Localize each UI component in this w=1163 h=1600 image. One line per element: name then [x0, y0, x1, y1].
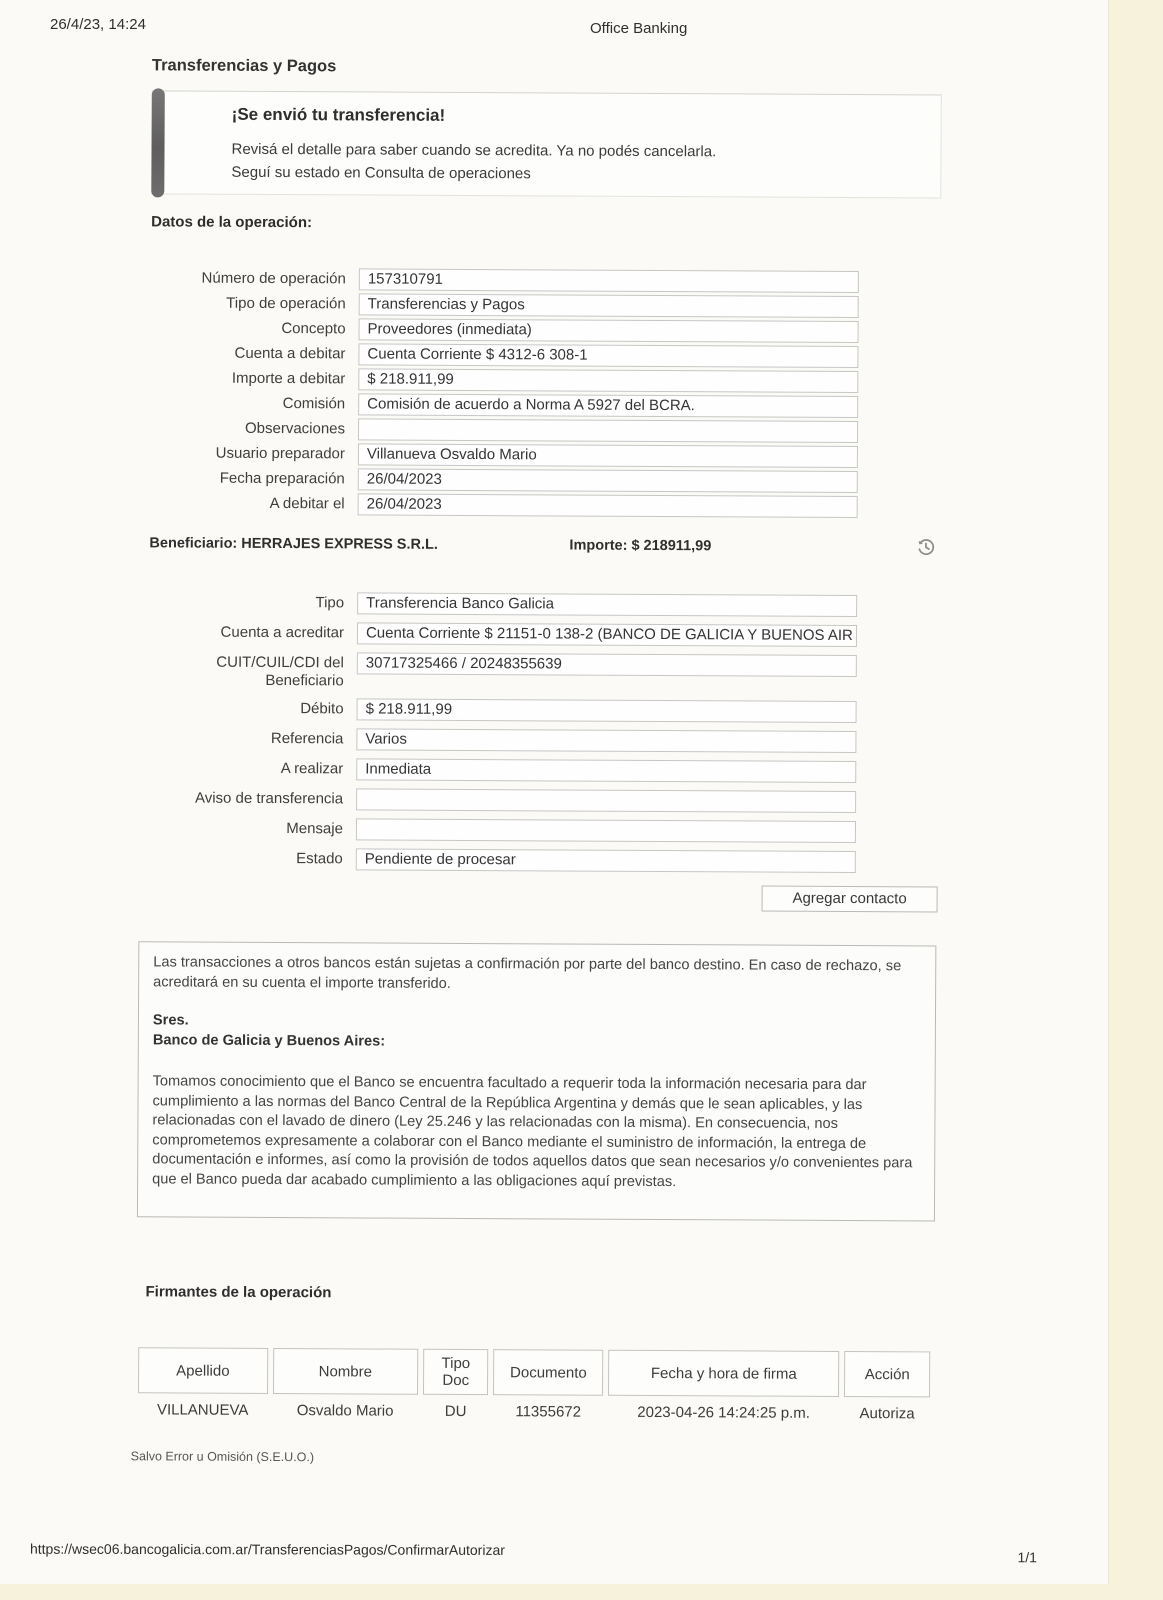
- field-value-box: Comisión de acuerdo a Norma A 5927 del BCRA.: [358, 393, 858, 418]
- signers-table-header-row: [138, 1347, 930, 1397]
- field-value-box: [356, 818, 856, 843]
- field-row: [149, 697, 939, 723]
- field-value-box: Varios: [356, 728, 856, 753]
- field-row: [149, 651, 939, 693]
- scan-edge-right: [1108, 0, 1163, 1600]
- field-row: [150, 467, 940, 493]
- print-header: [50, 16, 1093, 37]
- beneficiary-label: Beneficiario: HERRAJES EXPRESS S.R.L.: [149, 534, 438, 553]
- alert-accent-bar: [151, 88, 165, 197]
- legal-paragraph: Tomamos conocimiento que el Banco se encuentra facultado a requerir toda la información necesaria para dar cumplimiento a las normas del Banco Central de la República Argentina y demás que le sean aplicables, y las relacionadas con el lavado de dinero (Ley 25.246 y las relacionadas con la misma). En consecuencia, nos comprometemos expresamente a colaborar con el Banco mediante el suministro de información, la entrega de documentación e informes, así como la provisión de todos aquellos datos que sean necesarios y/o convenientes para que el Banco pueda dar acabado cumplimiento a las obligaciones aquí previstas.: [152, 1073, 913, 1190]
- signers-table-cell: DU: [444, 1402, 467, 1421]
- field-value-box: Villanueva Osvaldo Mario: [358, 443, 858, 468]
- page-title: Transferencias y Pagos: [151, 56, 337, 76]
- field-label: Tipo: [315, 594, 345, 612]
- field-label: Referencia: [270, 729, 344, 748]
- legal-salutation: Banco de Galicia y Buenos Aires:: [152, 1031, 386, 1050]
- field-row: [150, 417, 940, 443]
- field-row: [150, 492, 940, 518]
- main-content: [130, 56, 942, 1467]
- field-row: [148, 787, 938, 813]
- field-label: Importe a debitar: [231, 369, 346, 388]
- field-label: Comisión: [282, 395, 346, 413]
- print-page-number: 1/1: [1017, 1549, 1038, 1566]
- add-contact-button[interactable]: Agregar contacto: [762, 886, 938, 913]
- field-row: [148, 757, 938, 783]
- section-title-operation-data: Datos de la operación:: [151, 213, 313, 232]
- legal-notice-box: [137, 941, 936, 1221]
- field-label: Mensaje: [286, 820, 344, 838]
- field-row: [149, 591, 939, 617]
- field-label: Número de operación: [201, 269, 346, 288]
- print-url: https://wsec06.bancogalicia.com.ar/TransferenciasPagos/ConfirmarAutorizar: [29, 1540, 505, 1558]
- field-row: [148, 847, 938, 873]
- field-value-box: $ 218.911,99: [358, 368, 858, 393]
- field-row: [151, 267, 941, 293]
- beneficiary-row: [149, 531, 939, 558]
- print-doc-title: Office Banking: [590, 20, 688, 37]
- field-value-box: Cuenta Corriente $ 21151-0 138-2 (BANCO DE GALICIA Y BUENOS AIR: [357, 622, 857, 647]
- field-value-box: Transferencia Banco Galicia: [357, 592, 857, 617]
- signers-column-header: Nombre: [273, 1348, 419, 1395]
- field-value-box: 26/04/2023: [358, 468, 858, 493]
- field-label: Concepto: [281, 320, 346, 338]
- field-label: Tipo de operación: [226, 294, 346, 313]
- signers-column-header: Fecha y hora de firma: [608, 1350, 839, 1397]
- field-row: [148, 727, 938, 753]
- field-label: Aviso de transferencia: [194, 789, 344, 808]
- signers-table: [133, 1347, 935, 1422]
- field-row: [150, 442, 940, 468]
- signers-column-header: Tipo Doc: [423, 1349, 489, 1395]
- field-row: [150, 342, 940, 368]
- field-row: [149, 621, 939, 647]
- signers-table-cell: Autoriza: [859, 1405, 915, 1423]
- transfer-fields: [148, 591, 939, 873]
- signers-table-row: [138, 1393, 930, 1422]
- field-row: [151, 292, 941, 318]
- alert-message-line: Revisá el detalle para saber cuando se acredita. Ya no podés cancelarla.: [231, 140, 717, 161]
- field-label: Cuenta a debitar: [234, 344, 346, 363]
- print-datetime: 26/4/23, 14:24: [50, 16, 146, 33]
- field-label: Fecha preparación: [219, 469, 345, 488]
- field-row: [150, 392, 940, 418]
- field-label: A realizar: [280, 760, 344, 778]
- field-value-box: 157310791: [359, 268, 859, 293]
- field-value-box: [356, 788, 856, 813]
- operation-fields: [150, 267, 941, 518]
- field-label: Usuario preparador: [215, 444, 345, 463]
- field-value-box: Cuenta Corriente $ 4312-6 308-1: [358, 343, 858, 368]
- legal-paragraph: Las transacciones a otros bancos están sujetas a confirmación por parte del banco destino. En caso de rechazo, se acreditará en su cuenta el importe transferido.: [153, 954, 902, 992]
- signers-table-cell: 11355672: [515, 1403, 582, 1421]
- field-row: [148, 817, 938, 843]
- field-label: Estado: [296, 850, 343, 868]
- signers-column-header: Acción: [844, 1351, 930, 1397]
- success-alert: [151, 90, 942, 198]
- field-label: Débito: [300, 700, 344, 718]
- signers-table-cell: Osvaldo Mario: [296, 1402, 394, 1420]
- alert-body: [164, 91, 726, 196]
- legal-salutation: Sres.: [152, 1012, 189, 1029]
- print-footer: [29, 1540, 1038, 1566]
- field-label: A debitar el: [269, 494, 345, 513]
- field-value-box: 30717325466 / 20248355639: [357, 652, 857, 677]
- field-value-box: $ 218.911,99: [357, 698, 857, 723]
- field-row: [151, 317, 941, 343]
- field-value-box: Pendiente de procesar: [356, 848, 856, 873]
- field-label: Observaciones: [244, 419, 346, 438]
- field-label: CUIT/CUIL/CDI del Beneficiario: [216, 653, 344, 690]
- signers-section-title: Firmantes de la operación: [145, 1283, 332, 1302]
- field-value-box: [358, 418, 858, 443]
- button-row: [148, 882, 938, 912]
- scan-edge-bottom: [0, 1584, 1163, 1600]
- field-value-box: 26/04/2023: [358, 493, 858, 518]
- field-label: Cuenta a acreditar: [220, 623, 345, 642]
- signers-table-cell: VILLANUEVA: [156, 1401, 249, 1419]
- alert-message-line: Seguí su estado en Consulta de operaciones: [231, 163, 531, 183]
- history-clock-icon[interactable]: [914, 535, 937, 558]
- field-value-box: Transferencias y Pagos: [359, 293, 859, 318]
- signers-column-header: Apellido: [138, 1347, 268, 1394]
- field-row: [150, 367, 940, 393]
- field-value-box: Inmediata: [356, 758, 856, 783]
- signers-column-header: Documento: [493, 1349, 603, 1396]
- alert-title: ¡Se envió tu transferencia!: [231, 104, 446, 125]
- field-value-box: Proveedores (inmediata): [359, 318, 859, 343]
- signers-table-cell: 2023-04-26 14:24:25 p.m.: [637, 1403, 810, 1422]
- seuo-note: Salvo Error u Omisión (S.E.U.O.): [130, 1449, 315, 1465]
- beneficiary-amount: Importe: $ 218911,99: [569, 537, 712, 554]
